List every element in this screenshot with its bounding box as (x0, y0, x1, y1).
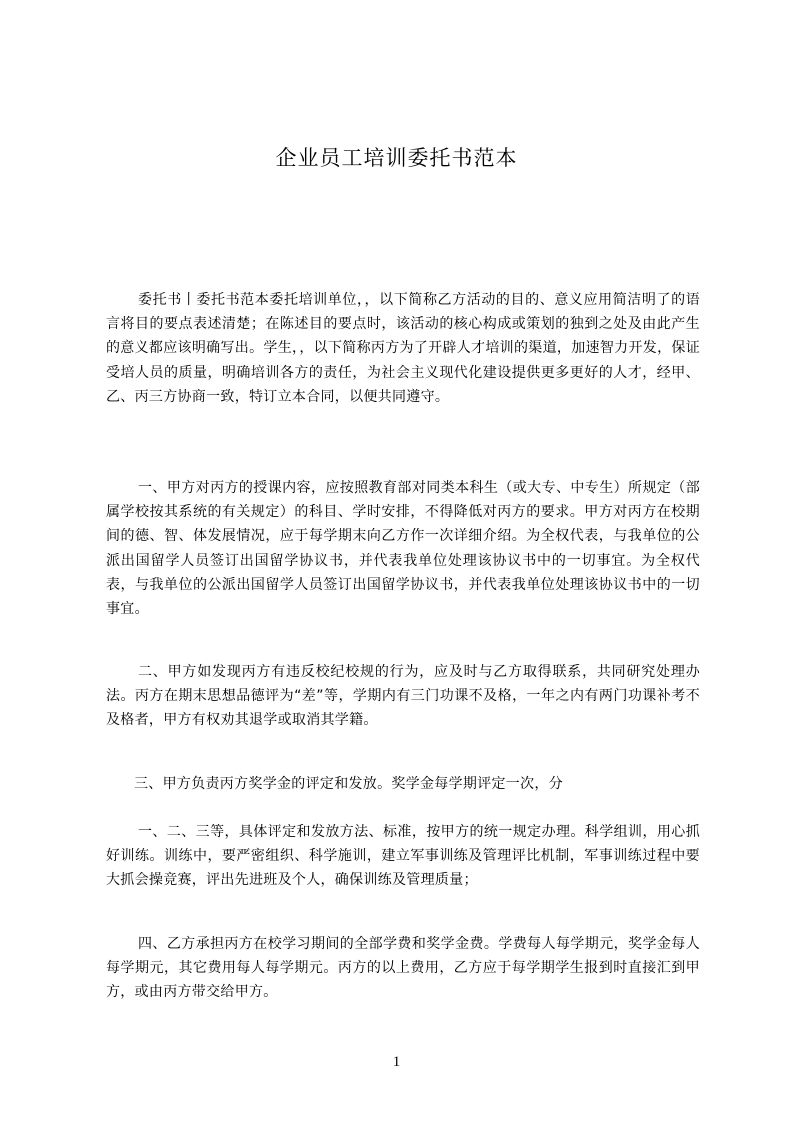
paragraph-clause-1: 一、甲方对丙方的授课内容，应按照教育部对同类本科生（或大专、中专生）所规定（部属学校按其系统的有关规定）的科目、学时安排，不得降低对丙方的要求。甲方对丙方在校期间的德、智、体发展情况，应于每学期末向乙方作一次详细介绍。为全权代表，与我单位的公派出国留学人员签订出国留学协议书，并代表我单位处理该协议书中的一切事宜。为全权代表，与我单位的公派出国留学人员签订出国留学协议书，并代表我单位处理该协议书中的一切事宜。 (106, 480, 700, 618)
paragraph-clause-4: 四、乙方承担丙方在校学习期间的全部学费和奖学金费。学费每人每学期元，奖学金每人每学期元，其它费用每人每学期元。丙方的以上费用，乙方应于每学期学生报到时直接汇到甲方，或由丙方带交给甲方。 (106, 936, 700, 1001)
paragraph-clause-3: 三、甲方负责丙方奖学金的评定和发放。奖学金每学期评定一次，分 (134, 776, 563, 792)
paragraph-intro: 委托书丨委托书范本委托培训单位，，以下简称乙方活动的目的、意义应用简洁明了的语言将目的要点表述清楚；在陈述目的要点时，该活动的核心构成或策划的独到之处及由此产生的意义都应该明确写出。学生，，以下简称丙方为了开辟人才培训的渠道，加速智力开发，保证受培人员的质量，明确培训各方的责任，为社会主义现代化建设提供更多更好的人才，经甲、乙、丙三方协商一致，特订立本合同，以便共同遵守。 (106, 292, 700, 405)
paragraph-clause-3-continued: 一、二、三等，具体评定和发放方法、标准，按甲方的统一规定办理。科学组训，用心抓好训练。训练中，要严密组织、科学施训，建立军事训练及管理评比机制，军事训练过程中要大抓会操竞赛，评出先进班及个人，确保训练及管理质量； (106, 824, 700, 889)
page-number: 1 (392, 1054, 401, 1070)
document-title: 企业员工培训委托书范本 (275, 146, 518, 170)
paragraph-clause-2: 二、甲方如发现丙方有违反校纪校规的行为，应及时与乙方取得联系，共同研究处理办法。丙方在期末思想品德评为“差”等，学期内有三门功课不及格，一年之内有两门功课补考不及格者，甲方有权劝其退学或取消其学籍。 (106, 664, 700, 729)
